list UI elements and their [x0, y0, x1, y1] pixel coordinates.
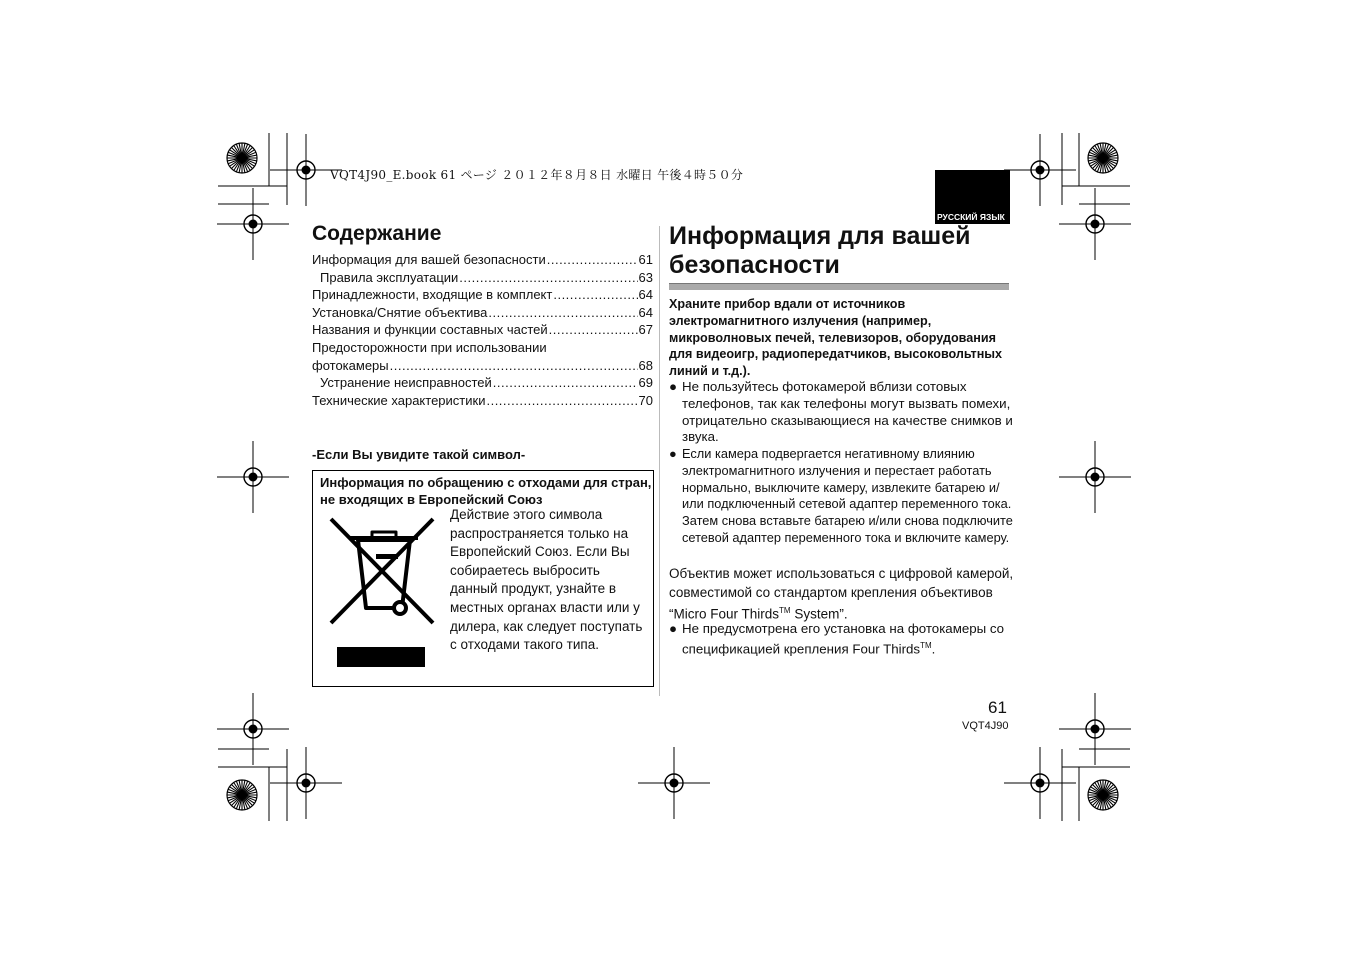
toc-item[interactable]: [312, 358, 653, 376]
bullet-icon: ●: [669, 379, 678, 394]
toc-item-text: фотокамеры: [312, 357, 389, 373]
toc-item-text: Правила эксплуатации: [320, 269, 459, 285]
toc-item-text: Информация для вашей безопасности: [312, 252, 546, 267]
toc-item[interactable]: [312, 252, 653, 270]
bullet-item: [669, 621, 1014, 658]
bullet-item: [669, 446, 1014, 547]
toc-item-text: Установка/Снятие объектива: [312, 304, 488, 320]
column-divider: [659, 226, 660, 696]
toc-item-text: Предосторожности при использовании: [312, 339, 547, 355]
safety-title: Информация для вашей безопасности: [669, 222, 971, 279]
toc-item-page: 67: [638, 322, 653, 338]
print-header-line: VQT4J90_E.book 61 ページ ２０１２年８月８日 水曜日 午後４時５０分: [330, 168, 744, 182]
toc-item-page: 64: [638, 287, 653, 303]
symbol-heading: -Если Вы увидите такой символ-: [312, 447, 526, 462]
toc-item[interactable]: [312, 375, 653, 393]
safety-bold-paragraph: Храните прибор вдали от источников электромагнитного излучения (например, микроволновых печей, телевизоров, оборудования для видеоигр, радиопередатчиков, высоковольтных линий и т.д.).: [669, 297, 1003, 379]
toc-item[interactable]: [312, 287, 653, 305]
lens-compat-paragraph: [669, 565, 1014, 624]
toc-item[interactable]: [312, 393, 653, 411]
language-tab: [935, 170, 1010, 224]
toc-item-page: 68: [638, 357, 653, 373]
title-rule: [669, 283, 1009, 290]
trademark-sup: TM: [920, 640, 932, 650]
table-of-contents: [312, 252, 653, 410]
bullet-text-end: .: [931, 641, 936, 657]
bullet-text: Не предусмотрена его установка на фотокамеры со спецификацией крепления Four Thirds: [682, 621, 1005, 657]
bullet-icon: ●: [669, 621, 678, 636]
toc-item[interactable]: [312, 322, 653, 340]
toc-item-page: 61: [638, 252, 653, 267]
disposal-info-box: [312, 470, 654, 687]
toc-item[interactable]: [312, 305, 653, 323]
bullet-item: [669, 379, 1014, 446]
disposal-box-title: Информация по обращению с отходами для стран, не входящих в Европейский Союз: [320, 475, 652, 507]
black-bar: [337, 647, 425, 667]
toc-item-text: Устранение неисправностей: [320, 375, 492, 391]
paragraph-text-end: System”.: [790, 606, 848, 622]
trademark-sup: TM: [779, 606, 791, 615]
toc-item-page: 70: [638, 392, 653, 408]
toc-item-text: Принадлежности, входящие в комплект: [312, 287, 553, 303]
toc-title: Содержание: [312, 222, 442, 245]
paragraph-text: Объектив может использоваться с цифровой камерой, совместимой со стандартом крепления объективов “Micro Four Thirds: [669, 566, 1014, 622]
page-code: VQT4J90: [962, 720, 1009, 732]
bullet-text: Не пользуйтесь фотокамерой вблизи сотовых телефонов, так как телефоны могут вызвать помехи, отрицательно сказывающиеся на качестве снимков и звука.: [682, 379, 1013, 445]
toc-item-page: 63: [638, 269, 653, 285]
page-number: 61: [988, 698, 1007, 717]
bullet-icon: ●: [669, 446, 677, 461]
crossed-out-wheelie-bin-icon: [328, 516, 436, 626]
bullet-text: Если камера подвергается негативному влиянию электромагнитного излучения и перестает работать нормально, выключите камеру, извлеките батарею и/или подключенный сетевой адаптер переменного тока. Затем снова вставьте батарею и/или снова подключите сетевой адаптер переменного тока и включите камеру.: [682, 446, 1013, 545]
toc-item[interactable]: [312, 270, 653, 288]
toc-item-page: 69: [638, 375, 653, 391]
language-tab-label: РУССКИЙ ЯЗЫК: [937, 212, 1005, 222]
toc-item[interactable]: [312, 340, 653, 358]
disposal-box-body: Действие этого символа распространяется только на Европейский Союз. Если Вы собираетесь выбросить данный продукт, узнайте в местных органах власти или у дилера, как следует поступать с отходами такого типа.: [450, 507, 643, 653]
toc-item-text: Технические характеристики: [312, 392, 486, 408]
toc-item-page: 64: [638, 304, 653, 320]
toc-item-text: Названия и функции составных частей: [312, 322, 548, 338]
